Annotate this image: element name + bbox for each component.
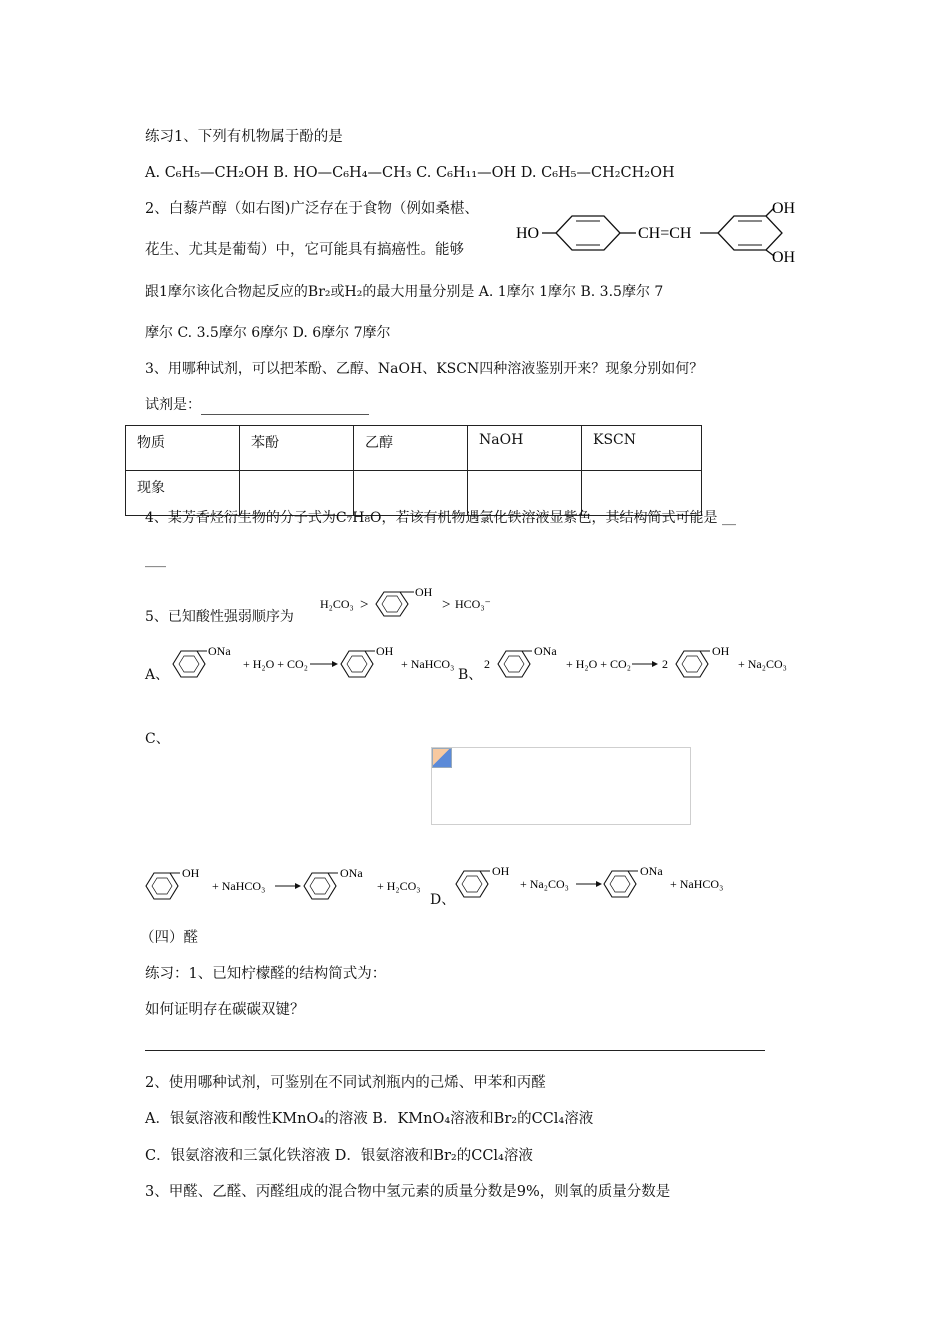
broken-image-icon [432,748,452,768]
q3-reagent-label: 试剂是： [145,397,201,413]
svg-text:H₂CO₃: H₂CO₃ [320,597,354,611]
benzene-ring-icon [173,651,205,677]
s4-q2: 2、使用哪种试剂，可鉴别在不同试剂瓶内的己烯、甲苯和丙醛 [145,1075,546,1091]
reaction-c [140,862,440,906]
oh-top-label: OH [772,200,796,217]
benzene-ring-icon [304,873,336,899]
section-heading: （四）醛 [140,930,198,946]
reaction-b [482,642,802,686]
arrow-icon [295,883,301,889]
resveratrol-structure [512,196,802,266]
benzene-ring-icon [498,651,530,677]
svg-text:2: 2 [662,657,668,671]
ho-label: HO [516,225,540,242]
s4-q3: 3、甲醛、乙醛、丙醛组成的混合物中氢元素的质量分数是9%，则氧的质量分数是 [145,1184,671,1200]
reaction-a-label: A、 [145,667,170,683]
svg-text:HCO₃⁻: HCO₃⁻ [455,597,491,611]
table-header-cell: NaOH [468,426,582,471]
svg-text:+ Na₂CO₃: + Na₂CO₃ [520,877,569,891]
q1-title: 练习1、下列有机物属于酚的是 [145,129,343,145]
q2-line2: 花生、尤其是葡萄）中，它可能具有搞癌性。能够 [145,242,464,258]
benzene-ring-icon [604,871,636,897]
phenomena-table [125,425,702,516]
svg-text:+ H₂O + CO₂: + H₂O + CO₂ [243,657,308,671]
svg-text:>: > [360,597,369,613]
table-row [126,426,702,471]
svg-text:ONa: ONa [208,644,231,658]
table-header-cell: KSCN [582,426,702,471]
benzene-ring-icon [456,871,488,897]
svg-text:+ NaHCO₃: + NaHCO₃ [670,877,724,891]
arrow-icon [596,881,602,887]
benzene-ring-icon [676,651,708,677]
svg-text:>: > [442,597,451,613]
svg-text:ONa: ONa [340,866,363,880]
svg-text:+ NaHCO₃: + NaHCO₃ [212,879,266,893]
svg-text:+ H₂O + CO₂: + H₂O + CO₂ [566,657,631,671]
q1-options: A. C₆H₅—CH₂OH B. HO—C₆H₄—CH₃ C. C₆H₁₁—OH D. C₆H₅—CH₂CH₂OH [145,165,675,181]
q2-line4: 摩尔 C. 3.5摩尔 6摩尔 D. 6摩尔 7摩尔 [145,325,391,341]
svg-text:+ Na₂CO₃: + Na₂CO₃ [738,657,787,671]
missing-image-box [431,747,691,825]
bridge-label: CH=CH [638,225,692,242]
table-header-cell: 苯酚 [240,426,354,471]
table-header-cell: 物质 [126,426,240,471]
svg-text:OH: OH [712,644,730,658]
reaction-b-label: B、 [458,667,483,683]
svg-text:ONa: ONa [640,864,663,878]
s4-p1: 练习：1、已知柠檬醛的结构简式为： [145,966,387,982]
oh-bottom-label: OH [772,249,796,266]
arrow-icon [652,661,658,667]
reaction-a [167,642,467,686]
q3-title: 3、用哪种试剂，可以把苯酚、乙醇、NaOH、KSCN四种溶液鉴别开来？现象分别如何？ [145,361,704,377]
benzene-ring-icon [376,592,408,616]
svg-text:OH: OH [182,866,200,880]
svg-text:OH: OH [492,864,510,878]
s4-q2-options-ab: A．银氨溶液和酸性KMnO₄的溶液 B．KMnO₄溶液和Br₂的CCl₄溶液 [145,1111,594,1127]
svg-text:+ NaHCO₃: + NaHCO₃ [401,657,455,671]
s4-p1b: 如何证明存在碳碳双键？ [145,1002,305,1018]
q4-line1: 4、某芳香烃衍生物的分子式为C₇H₈O，若该有机物遇氯化铁溶液显紫色，其结构简式可能是 __ [145,510,736,526]
svg-text:+ H₂CO₃: + H₂CO₃ [377,879,421,893]
reaction-d-label: D、 [430,892,456,908]
q2-line3: 跟1摩尔该化合物起反应的Br₂或H₂的最大用量分别是 A. 1摩尔 1摩尔 B. 3.5摩尔 7 [145,284,664,300]
q3-reagent [145,395,369,415]
q5-title: 5、已知酸性强弱顺序为 [145,609,294,625]
s4-q2-options-cd: C．银氨溶液和三氯化铁溶液 D．银氨溶液和Br₂的CCl₄溶液 [145,1148,533,1164]
benzene-ring-icon [146,873,178,899]
svg-text:OH: OH [415,585,433,599]
q4-line2: ___ [145,552,166,568]
q3-reagent-blank[interactable] [201,400,369,415]
acidity-order [320,582,500,626]
svg-text:2: 2 [484,657,490,671]
reaction-c-label: C、 [145,731,170,747]
svg-text:OH: OH [376,644,394,658]
arrow-icon [332,661,338,667]
table-row-label: 现象 [126,471,240,516]
q2-line1: 2、白藜芦醇（如右图)广泛存在于食物（例如桑椹、 [145,201,479,217]
svg-text:ONa: ONa [534,644,557,658]
benzene-ring-icon [341,651,373,677]
reaction-d [450,860,740,904]
answer-line[interactable] [145,1050,765,1051]
table-header-cell: 乙醇 [354,426,468,471]
